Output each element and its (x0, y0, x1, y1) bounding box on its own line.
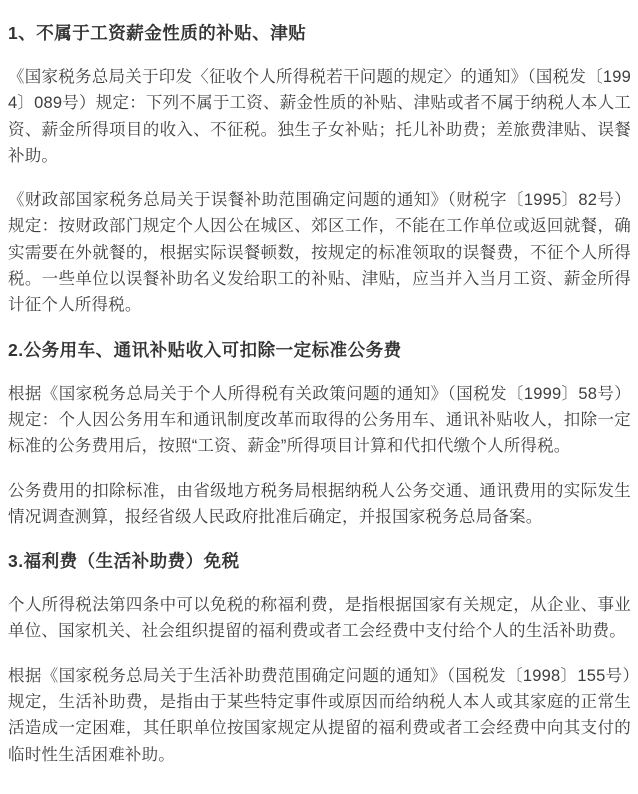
section-1-heading: 1、不属于工资薪金性质的补贴、津贴 (8, 23, 307, 43)
section-2-heading: 2.公务用车、通讯补贴收入可扣除一定标准公务费 (8, 339, 402, 360)
section-vehicle-communication-subsidy (8, 337, 631, 530)
section-2-paragraph-1: 根据《国家税务总局关于个人所得税有关政策问题的通知》（国税发〔1999〕58号）规定：个人因公务用车和通讯制度改革而取得的公务用车、通讯补贴收人，扣除一定标准的公务费用后，按照“工资、薪金”所得项目计算和代扣代缴个人所得税。 (8, 384, 631, 456)
section-1-paragraph-2: 《财政部国家税务总局关于误餐补助范围确定问题的通知》（财税字〔1995〕82号）规定：按财政部门规定个人因公在城区、郊区工作，不能在工作单位或返回就餐，确实需要在外就餐的，根据实际误餐顿数，按规定的标准领取的误餐费，不征个人所得税。一些单位以误餐补助名义发给职工的补贴、津贴，应当并入当月工资、薪金所得计征个人所得税。 (8, 191, 631, 315)
section-3-paragraph-2: 根据《国家税务总局关于生活补助费范围确定问题的通知》（国税发〔1998〕155号）规定，生活补助费，是指由于某些特定事件或原因而给纳税人本人或其家庭的正常生活造成一定困难，其任职单位按国家规定从提留的福利费或者工会经费中向其支付的临时性生活困难补助。 (8, 666, 631, 764)
section-subsidies-not-wages (8, 20, 631, 319)
section-welfare-fee-tax-free (8, 548, 631, 768)
section-1-paragraph-1: 《国家税务总局关于印发〈征收个人所得税若干问题的规定〉的通知》（国税发〔1994〕089号）规定：下列不属于工资、薪金性质的补贴、津贴或者不属于纳税人本人工资、薪金所得项目的收入、不征税。独生子女补贴；托儿补助费；差旅费津贴、误餐补助。 (8, 68, 631, 165)
section-3-paragraph-1: 个人所得税法第四条中可以免税的称福利费，是指根据国家有关规定，从企业、事业单位、国家机关、社会组织提留的福利费或者工会经费中支付给个人的生活补助费。 (8, 596, 631, 641)
section-2-paragraph-2: 公务费用的扣除标准，由省级地方税务局根据纳税人公务交通、通讯费用的实际发生情况调查测算，报经省级人民政府批准后确定，并报国家税务总局备案。 (8, 481, 631, 526)
section-3-heading: 3.福利费（生活补助费）免税 (8, 551, 240, 572)
